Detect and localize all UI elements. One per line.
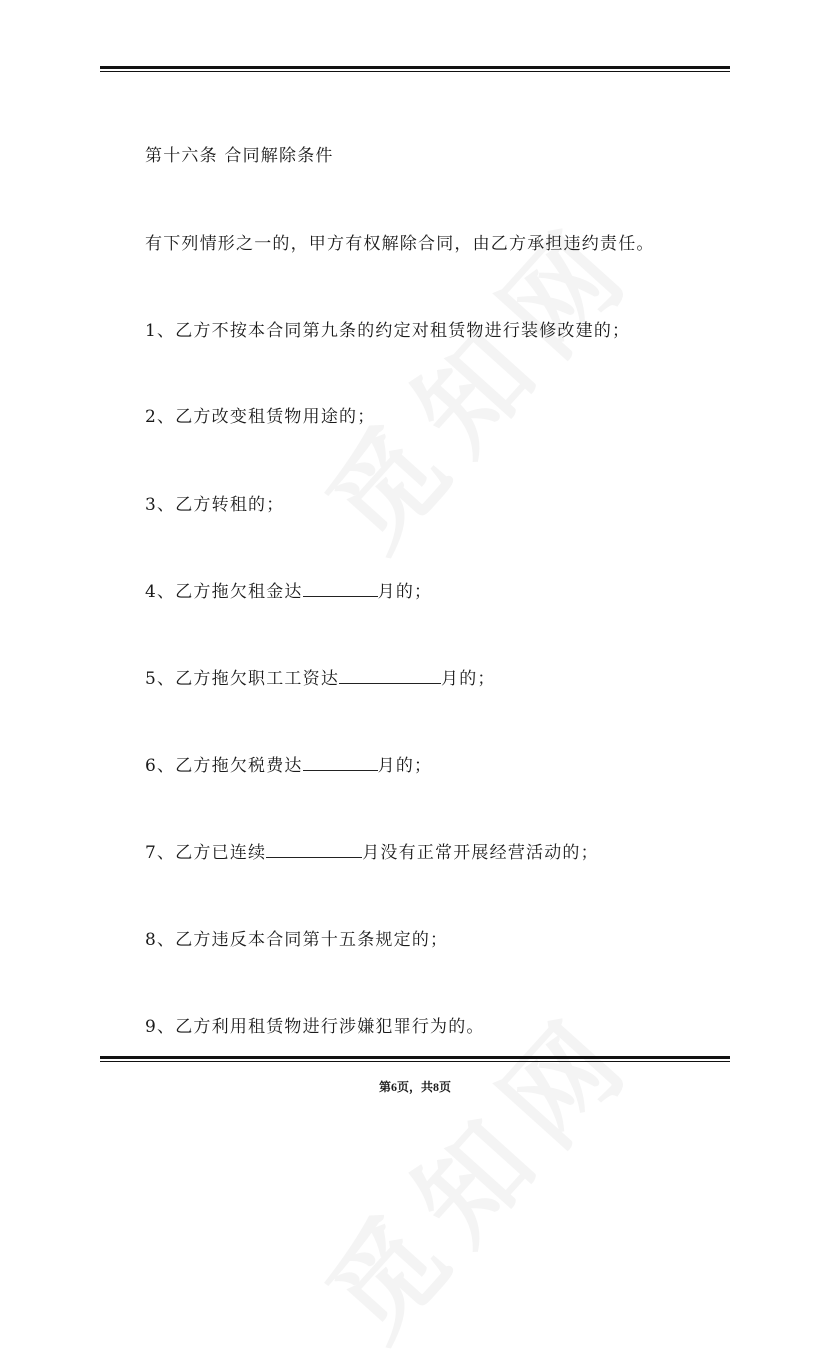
list-item bbox=[145, 316, 630, 341]
item-text-suffix: 月的； bbox=[441, 669, 496, 689]
header-rule-thin bbox=[100, 71, 730, 72]
section-heading: 第十六条 合同解除条件 bbox=[145, 146, 334, 166]
fill-in-blank[interactable] bbox=[303, 582, 378, 597]
item-text-suffix: 月没有正常开展经营活动的； bbox=[362, 843, 599, 863]
item-text: 6、乙方拖欠税费达 bbox=[145, 756, 303, 776]
list-item bbox=[145, 925, 448, 950]
item-text: 2、乙方改变租赁物用途的； bbox=[145, 407, 376, 427]
fill-in-blank[interactable] bbox=[303, 756, 378, 771]
intro-paragraph: 有下列情形之一的，甲方有权解除合同，由乙方承担违约责任。 bbox=[145, 234, 655, 254]
item-text: 3、乙方转租的； bbox=[145, 495, 285, 515]
fill-in-blank[interactable] bbox=[339, 669, 441, 684]
list-item bbox=[145, 490, 284, 515]
fill-in-blank[interactable] bbox=[266, 843, 362, 858]
item-text: 7、乙方已连续 bbox=[145, 843, 267, 863]
item-text: 4、乙方拖欠租金达 bbox=[145, 582, 303, 602]
item-text: 8、乙方违反本合同第十五条规定的； bbox=[145, 930, 449, 950]
item-text: 9、乙方利用租赁物进行涉嫌犯罪行为的。 bbox=[145, 1017, 485, 1037]
item-text-suffix: 月的； bbox=[377, 756, 433, 776]
header-rule bbox=[100, 66, 730, 69]
list-item bbox=[145, 402, 375, 427]
page-number: 第6页，共8页 bbox=[378, 1080, 451, 1094]
item-text: 5、乙方拖欠职工工资达 bbox=[145, 669, 340, 689]
list-item bbox=[145, 577, 432, 602]
item-text: 1、乙方不按本合同第九条的约定对租赁物进行装修改建的； bbox=[145, 321, 631, 341]
list-item bbox=[145, 664, 496, 689]
list-item bbox=[145, 1012, 485, 1037]
item-text-suffix: 月的； bbox=[377, 582, 433, 602]
list-item bbox=[145, 751, 432, 776]
footer-rule-thin bbox=[100, 1061, 730, 1062]
footer-rule bbox=[100, 1056, 730, 1059]
list-item bbox=[145, 838, 599, 863]
